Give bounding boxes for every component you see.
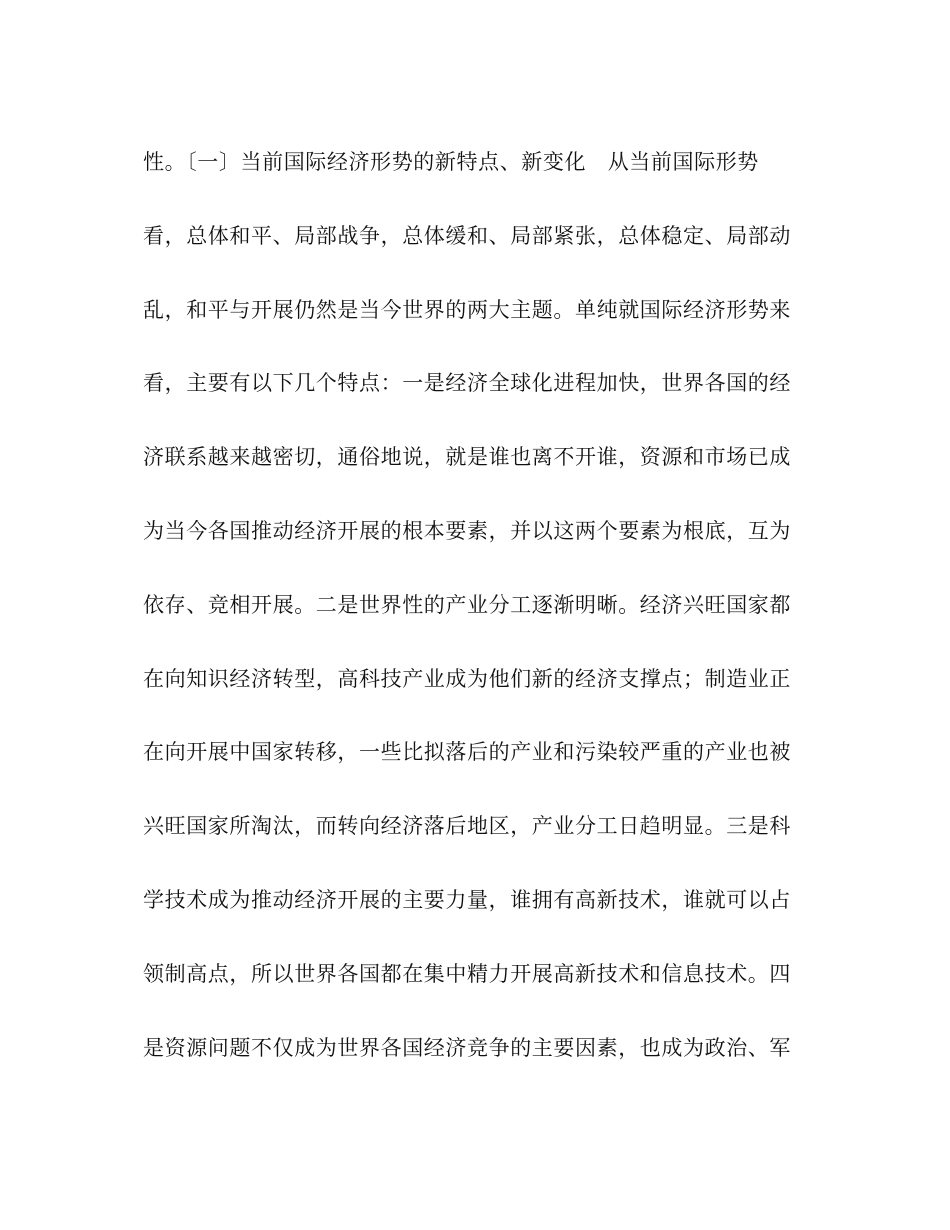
text-line: 性。〔一〕当前国际经济形势的新特点、新变化 从当前国际形势: [143, 150, 759, 174]
text-line: 在向开展中国家转移，一些比拟落后的产业和污染较严重的产业也被: [143, 740, 791, 765]
text-line: 是资源问题不仅成为世界各国经济竞争的主要因素，也成为政治、军: [143, 1035, 791, 1060]
text-line: 学技术成为推动经济开展的主要力量，谁拥有高新技术，谁就可以占: [143, 887, 791, 912]
text-line: 为当今各国推动经济开展的根本要素，并以这两个要素为根底，互为: [143, 518, 791, 543]
text-line: 看，主要有以下几个特点：一是经济全球化进程加快，世界各国的经: [143, 371, 791, 396]
text-line: 乱，和平与开展仍然是当今世界的两大主题。单纯就国际经济形势来: [143, 297, 791, 322]
text-line: 在向知识经济转型，高科技产业成为他们新的经济支撑点；制造业正: [143, 666, 791, 691]
text-line: 兴旺国家所淘汰，而转向经济落后地区，产业分工日趋明显。三是科: [143, 814, 791, 839]
body-text: [143, 138, 808, 1097]
text-line: 依存、竞相开展。二是世界性的产业分工逐渐明晰。经济兴旺国家都: [143, 592, 791, 617]
text-line: 看，总体和平、局部战争，总体缓和、局部紧张，总体稳定、局部动: [143, 223, 791, 248]
text-line: 领制高点，所以世界各国都在集中精力开展高新技术和信息技术。四: [143, 961, 791, 986]
text-line: 济联系越来越密切，通俗地说，就是谁也离不开谁，资源和市场已成: [143, 445, 791, 470]
